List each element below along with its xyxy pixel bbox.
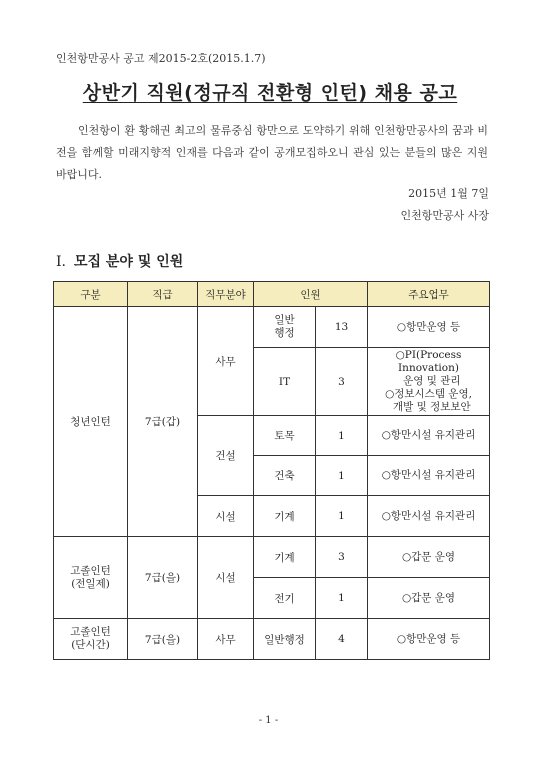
duty-cell: ○항만시설 유지관리	[368, 456, 490, 496]
duty-cell: ○항만운영 등	[368, 619, 490, 660]
recruitment-table	[53, 281, 490, 660]
category-cell: 고졸인턴 (단시간)	[54, 619, 128, 660]
page-number: - 1 -	[258, 715, 279, 726]
count-cell: 1	[316, 416, 368, 456]
table-row	[54, 537, 490, 578]
intro-paragraph: 인천항이 환 황해권 최고의 물류중심 항만으로 도약하기 위해 인천항만공사의 꿈과 비전을 함께할 미래지향적 인재를 다음과 같이 공개모집하오니 관심 있는 분들의 많은 지원 바랍니다.	[56, 124, 488, 181]
subfield-cell: 일반 행정	[254, 307, 316, 348]
section-number: Ⅰ.	[56, 254, 66, 270]
section-title: 모집 분야 및 인원	[73, 254, 184, 270]
field-cell: 건설	[198, 416, 254, 496]
subfield-cell: 전기	[254, 578, 316, 619]
category-cell: 고졸인턴 (전일제)	[54, 537, 128, 619]
field-cell: 사무	[198, 307, 254, 416]
subfield-cell: 건축	[254, 456, 316, 496]
count-cell: 1	[316, 578, 368, 619]
announcement-date: 2015년 1월 7일	[408, 187, 489, 200]
header-field: 직무분야	[198, 282, 254, 307]
field-cell: 시설	[198, 496, 254, 537]
grade-cell: 7급(을)	[128, 619, 198, 660]
duty-cell: ○갑문 운영	[368, 537, 490, 578]
header-duty: 주요업무	[368, 282, 490, 307]
duty-cell: ○갑문 운영	[368, 578, 490, 619]
table-header-row	[54, 282, 490, 307]
duty-cell: ○항만시설 유지관리	[368, 496, 490, 537]
duty-cell: ○항만시설 유지관리	[368, 416, 490, 456]
doc-number: 인천항만공사 공고 제2015-2호(2015.1.7)	[56, 52, 266, 65]
field-cell: 시설	[198, 537, 254, 619]
count-cell: 1	[316, 496, 368, 537]
grade-cell: 7급(갑)	[128, 307, 198, 537]
section-heading	[56, 251, 183, 271]
signer: 인천항만공사 사장	[400, 209, 489, 222]
count-cell: 13	[316, 307, 368, 348]
duty-cell: ○항만운영 등	[368, 307, 490, 348]
count-cell: 3	[316, 348, 368, 416]
table-row	[54, 307, 490, 348]
header-category: 구분	[54, 282, 128, 307]
header-grade: 직급	[128, 282, 198, 307]
grade-cell: 7급(을)	[128, 537, 198, 619]
subfield-cell: 토목	[254, 416, 316, 456]
table-row	[54, 619, 490, 660]
subfield-cell: 기계	[254, 496, 316, 537]
count-cell: 1	[316, 456, 368, 496]
page-title: 상반기 직원(정규직 전환형 인턴) 채용 공고	[82, 82, 458, 104]
subfield-cell: 일반행정	[254, 619, 316, 660]
category-cell: 청년인턴	[54, 307, 128, 537]
count-cell: 4	[316, 619, 368, 660]
count-cell: 3	[316, 537, 368, 578]
subfield-cell: IT	[254, 348, 316, 416]
duty-cell: ○PI(Process Innovation) 운영 및 관리 ○정보시스템 운영, 개발 및 정보보안	[368, 348, 490, 416]
subfield-cell: 기계	[254, 537, 316, 578]
field-cell: 사무	[198, 619, 254, 660]
header-count: 인원	[254, 282, 368, 307]
